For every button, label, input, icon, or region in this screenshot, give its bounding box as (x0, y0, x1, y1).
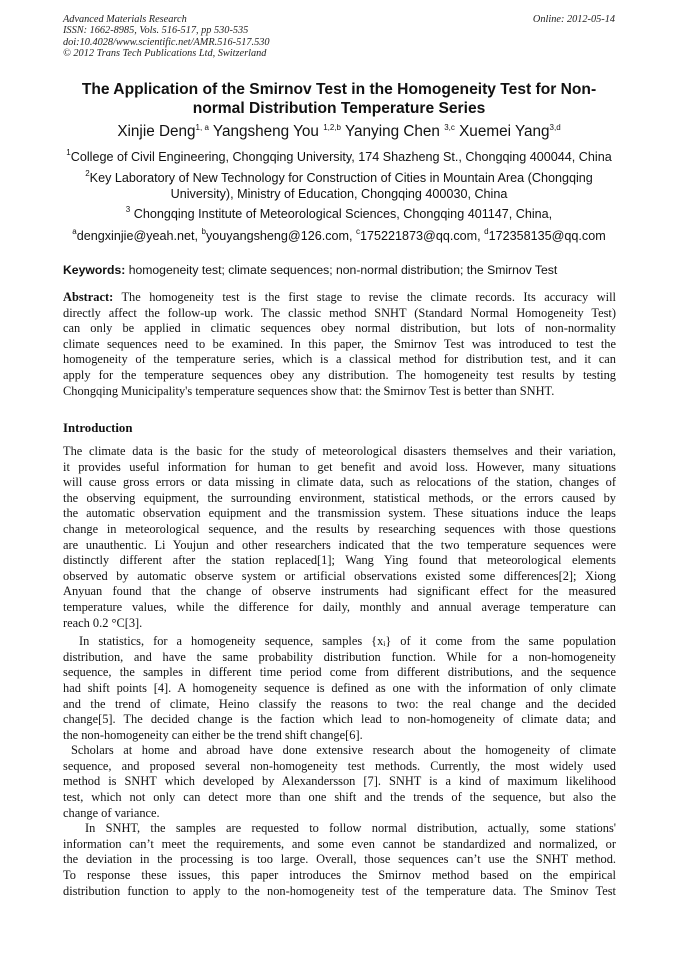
text-line: reach 0.2 °C[3]. (63, 615, 143, 630)
text-line: In statistics, for a homogeneity sequence, samples {xᵢ} of it come from the same population (79, 634, 616, 649)
doi: doi:10.4028/www.scientific.net/AMR.516-517.530 (63, 36, 270, 48)
text-line: apply for the temperature sequences obey any distribution. The homogeneity test results by testing (63, 367, 616, 382)
email-sup: a (72, 227, 77, 236)
text-line: The climate data is the basic for the study of meteorological disasters themselves and their variation, (63, 444, 616, 458)
text-line: and the trend of climate, Heino classify the reasons to two: the real change and the decided (63, 696, 616, 711)
text-line: the non-homogeneity can either be the trend shift change[6]. (63, 727, 363, 742)
aff-text: College of Civil Engineering, Chongqing University, 174 Shazheng St., Chongqing 400044, China (70, 150, 612, 164)
email: 172358135@qq.com (488, 229, 606, 243)
author: Xuemei Yang (459, 123, 550, 140)
text-line: Scholars at home and abroad have done extensive research about the homogeneity of climate (71, 743, 616, 758)
author-sup: 3,c (444, 123, 455, 132)
text-line: the automatic observation equipment and the transmission system. These situations induce the leaps (63, 506, 616, 521)
aff-text: University), Ministry of Education, Chongqing 400030, China (170, 187, 508, 201)
text-line: Anyuan found that the change of observe instruments had significant effect for the measured (63, 584, 616, 599)
text-line: observed by automatic observe system or artificial observations existed some differences[2]; Xiong (63, 568, 616, 583)
text-line: the deviation in the processing is too large. Overall, those sequences can’t use the SNHT method. (63, 852, 616, 867)
title-line: normal Distribution Temperature Series (192, 100, 486, 117)
title-line: The Application of the Smirnov Test in the Homogeneity Test for Non- (81, 81, 597, 98)
paragraph (63, 634, 616, 743)
text-line: will cause gross errors or data missing in climate data, such as relocations of the station, changes of (63, 475, 616, 490)
paragraph (63, 444, 616, 631)
online-date: Online: 2012-05-14 (532, 14, 615, 25)
abstract-label: Abstract: (63, 290, 114, 304)
text-line: Abstract: The homogeneity test is the first stage to revise the climate records. Its accuracy will (63, 290, 616, 304)
aff-sup: 1 (66, 148, 71, 157)
text-line: homogeneity of the temperature series, which is a classical method for distribution test, and it can (63, 352, 616, 367)
text-line: it provides useful information for human to get benefit and avoid loss. However, many situations (63, 459, 616, 474)
text-line: sequence, and proposed several non-homogeneity test methods. Currently, the most widely used (63, 758, 616, 773)
text-line: distribution, and have the same probability distribution function. While for a non-homogeneity (63, 649, 616, 664)
affiliation-1 (40, 149, 638, 165)
text-line: the observing equipment, the surrounding environment, statistical methods, or the errors caused by (63, 490, 616, 505)
text-line: distinctly different after the station replaced[1]; Wang Ying found that meteorological elements (63, 553, 616, 568)
abstract (63, 290, 616, 399)
text-line: temperature values, while the difference for daily, monthly and annual average temperature can (63, 599, 616, 614)
text-line: test, which not only can detect more than one shift and the trends of the sequence, but also the (63, 790, 616, 805)
author-list (40, 123, 638, 141)
section-heading-introduction: Introduction (63, 421, 133, 435)
text-line: change of variance. (63, 805, 160, 820)
paragraph (63, 821, 616, 899)
text-line: information can’t meet the requirements, and some even cannot be standardized and normalized, or (63, 836, 616, 851)
text-line: climate sequences need to be examined. In this paper, the Smirnov Test was introduced to test the (63, 336, 616, 351)
author-sup: 1, a (195, 123, 209, 132)
text-line: change in meteorological sequence, and the results by researching sequences with those questions (63, 521, 616, 536)
copyright: © 2012 Trans Tech Publications Ltd, Switzerland (63, 47, 267, 59)
journal-name: Advanced Materials Research (63, 14, 187, 25)
text-line: can only be applied in climatic sequences obey normal distribution, but lots of non-normality (63, 321, 616, 336)
aff-sup: 2 (85, 169, 90, 178)
affiliation-3 (40, 206, 638, 222)
email-sup: b (201, 227, 206, 236)
text-line: sequence, the samples in different time period come from different distributions, and the sequence (63, 665, 616, 680)
email-sup: c (356, 227, 361, 236)
aff-text: Chongqing Institute of Meteorological Sciences, Chongqing 401147, China, (130, 207, 553, 221)
text-line: are unauthentic. Li Youjun and other researchers indicated that the two temperature sequences were (63, 537, 616, 552)
text-line: In SNHT, the samples are requested to follow normal distribution, actually, some stations' (85, 821, 616, 836)
author-sup: 1,2,b (323, 123, 341, 132)
email: youyangsheng@126.com, (206, 229, 357, 243)
aff-sup: 3 (125, 205, 131, 214)
journal-header (63, 14, 615, 59)
author: Xinjie Deng (117, 123, 196, 140)
introduction-body (63, 444, 616, 899)
text-line: Chongqing Municipality's temperature sequences show that: the Smirnov Test is better than SNHT. (63, 383, 555, 398)
issn: ISSN: 1662-8985, Vols. 516-517, pp 530-535 (63, 25, 249, 37)
email: dengxinjie@yeah.net, (76, 229, 202, 243)
affiliation-2 (40, 170, 638, 202)
keywords-label: Keywords: (63, 263, 126, 277)
text-line: method is SNHT which developed by Alexandersson [7]. SNHT is a kind of maximum likelihood (63, 774, 616, 789)
author: Yangsheng You (212, 123, 319, 140)
author: Yanying Chen (344, 123, 440, 140)
aff-text: Key Laboratory of New Technology for Construction of Cities in Mountain Area (Chongqing (89, 171, 593, 185)
email: 175221873@qq.com, (360, 229, 485, 243)
email-sup: d (484, 227, 489, 236)
text-line: directly affect the follow-up work. The classic method SNHT (Standard Normal Homogeneity Test) (63, 305, 616, 320)
keywords (63, 263, 557, 277)
text-line: had shift points [4]. A homogeneity sequence is defined as one with the information of only climate (63, 680, 616, 695)
text-line: change[5]. The decided change is the faction which lead to non-homogeneity of climate data; and (63, 712, 616, 727)
text-line: To response these issues, this paper introduces the Smirnov method based on the empirical (63, 868, 616, 883)
keywords-text: homogeneity test; climate sequences; non-normal distribution; the Smirnov Test (125, 263, 558, 277)
paragraph (63, 743, 616, 821)
text-line: distribution function to apply to the non-homogeneity test of the temperature data. The Sminov Test (63, 883, 616, 898)
paper-title (50, 80, 628, 118)
author-sup: 3,d (549, 123, 561, 132)
email-list (40, 228, 638, 244)
